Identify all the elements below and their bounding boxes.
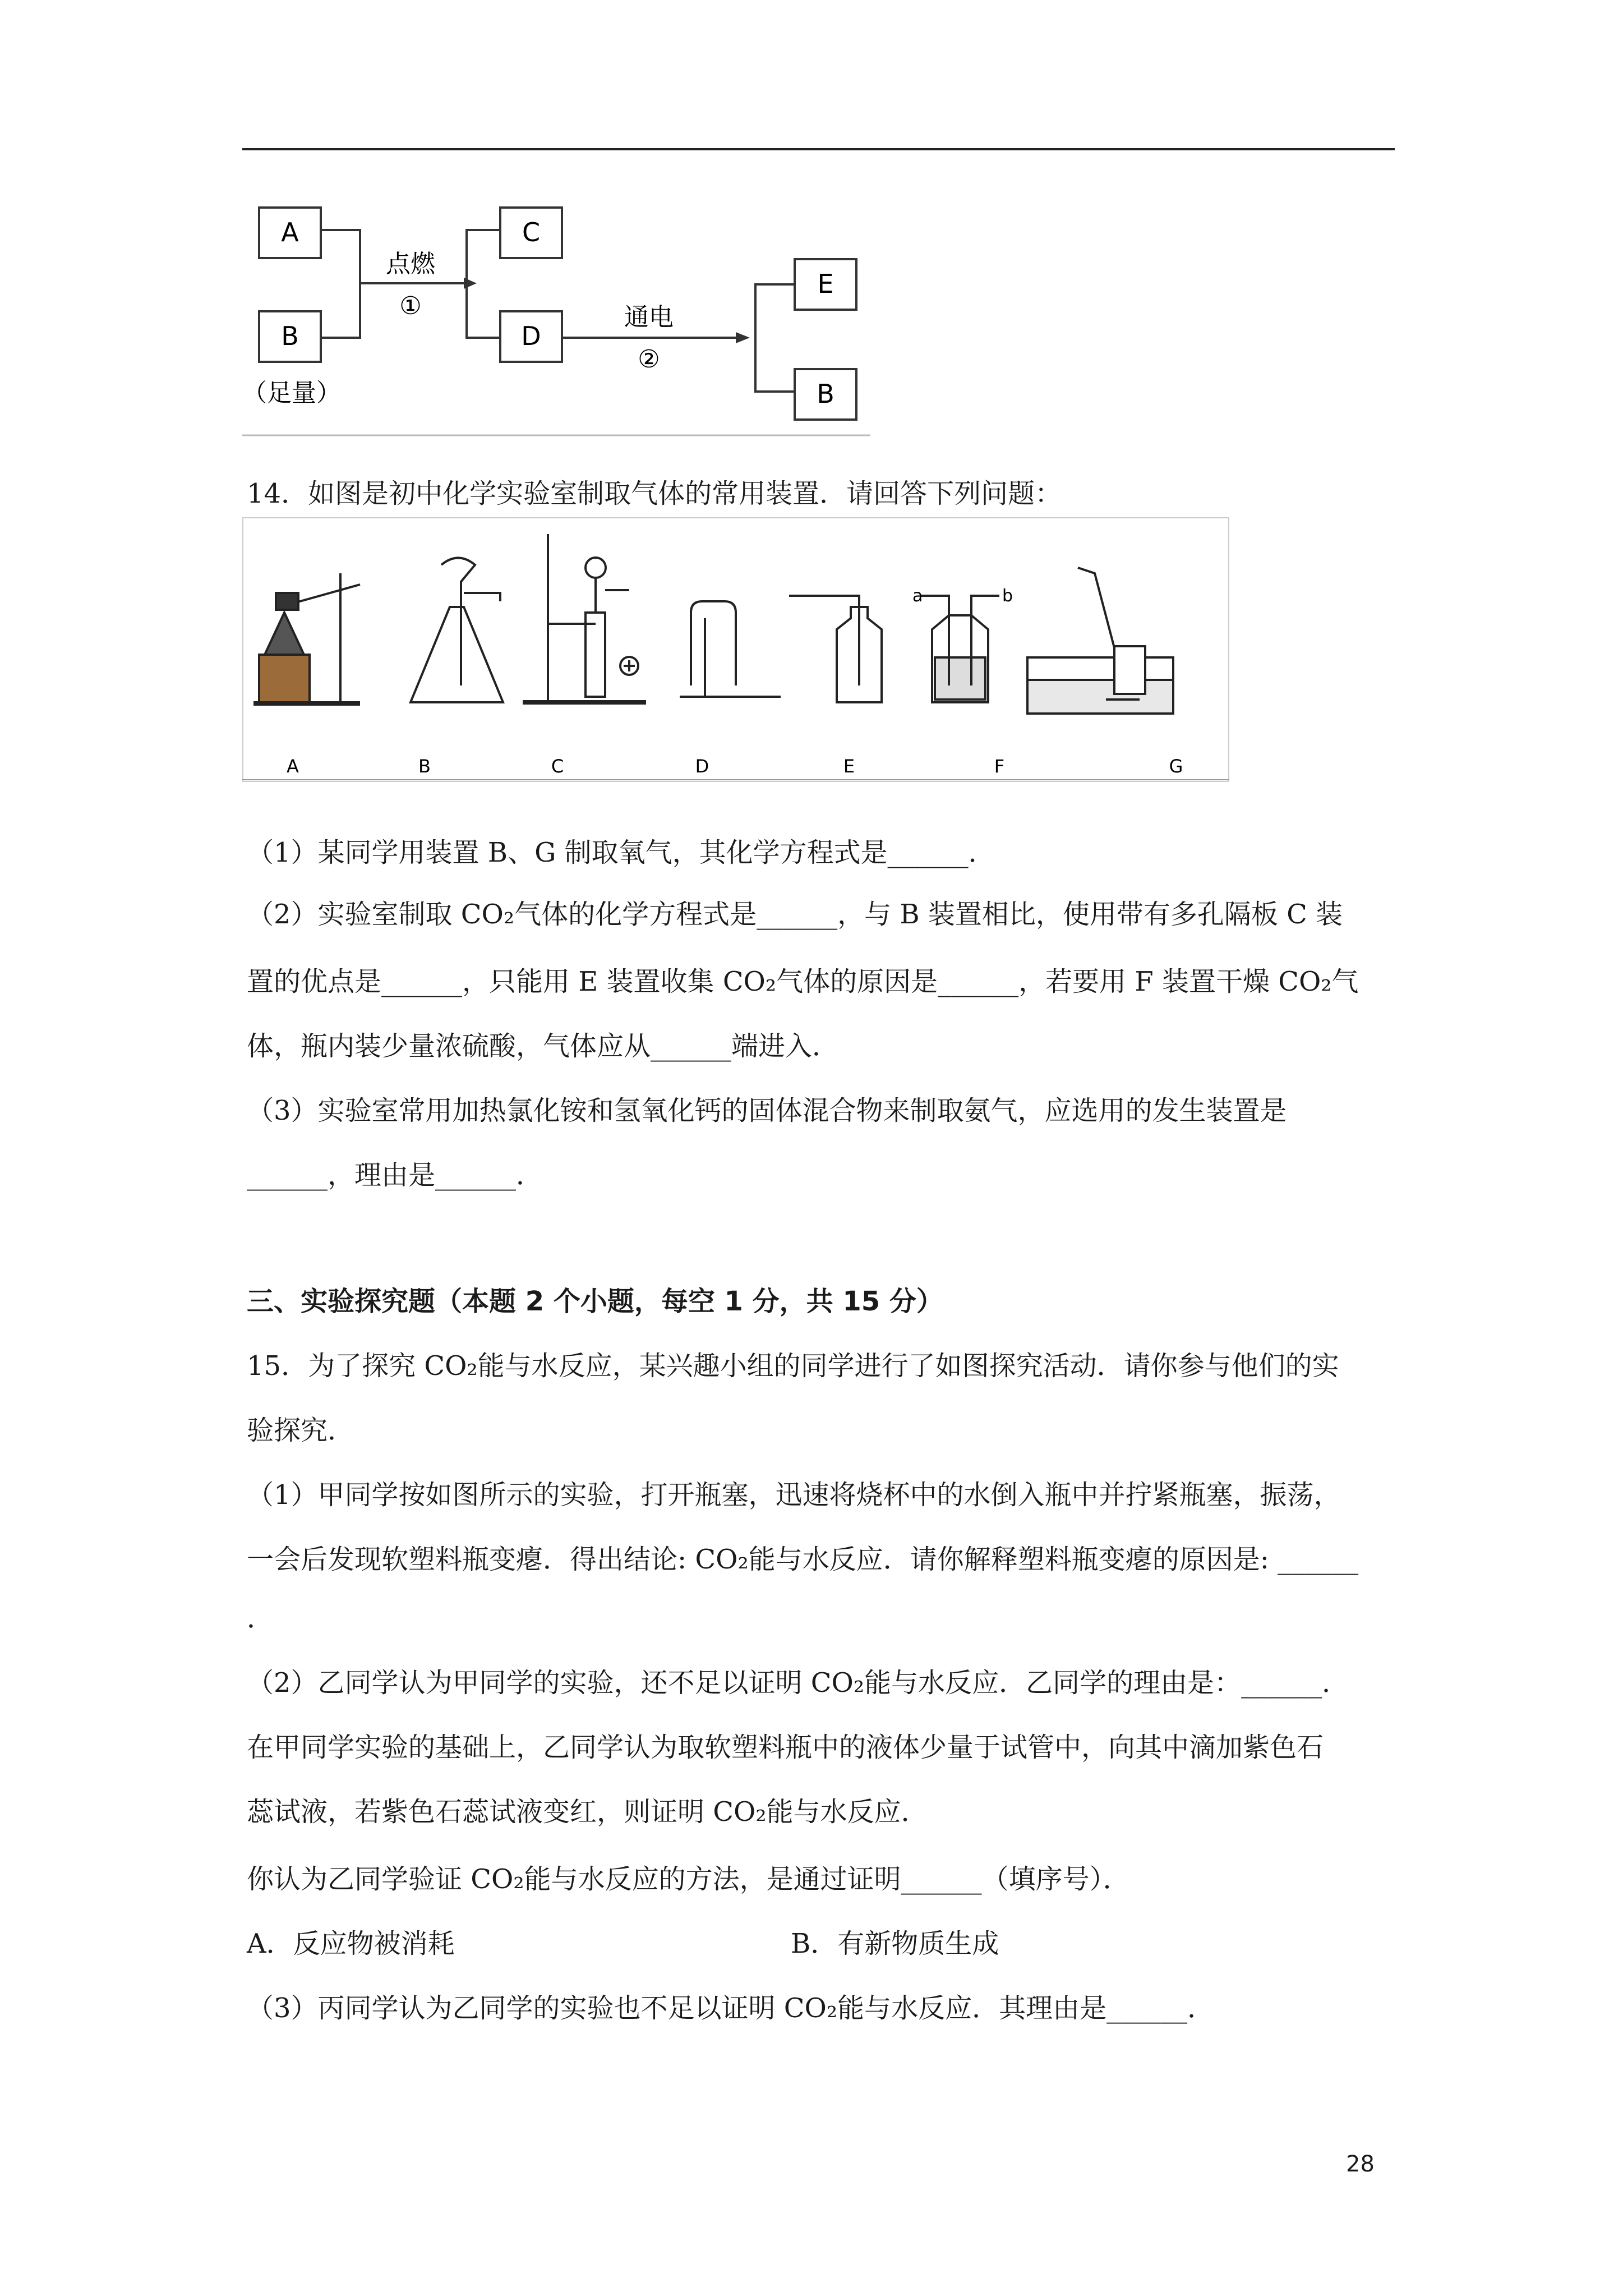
step2-number: ② <box>638 345 660 374</box>
node-e-label: E <box>817 269 834 299</box>
step1-number: ① <box>399 292 422 320</box>
apparatus-c <box>523 534 646 702</box>
q14-line-5: （3）实验室常用加热氯化铵和氢氧化钙的固体混合物来制取氨气，应选用的发生装置是 <box>247 1095 1287 1126</box>
port-b: b <box>1002 586 1013 606</box>
apparatus-label-g: G <box>1169 756 1183 777</box>
apparatus-a <box>253 573 360 703</box>
q15-option-b: B．有新物质生成 <box>791 1928 999 1959</box>
q15-line-2: 验探究． <box>247 1415 355 1446</box>
q15-line-9: 你认为乙同学验证 CO₂能与水反应的方法，是通过证明______（填序号）． <box>247 1864 1130 1895</box>
node-a-label: A <box>281 217 299 247</box>
q14-line-3: 置的优点是______，只能用 E 装置收集 CO₂气体的原因是______，若要用 F 装置干燥 CO₂气 <box>247 966 1359 997</box>
arrow-1-head <box>464 278 477 289</box>
port-a: a <box>912 586 923 606</box>
apparatus-label-b: B <box>418 756 431 777</box>
apparatus-b <box>411 558 503 703</box>
node-b-label: B <box>281 321 299 351</box>
q15-line-7: 在甲同学实验的基础上，乙同学认为取软塑料瓶中的液体少量于试管中，向其中滴加紫色石 <box>247 1732 1324 1763</box>
apparatus-label-a: A <box>287 756 299 777</box>
node-d-label: D <box>521 321 541 351</box>
q15-last-line: （3）丙同学认为乙同学的实验也不足以证明 CO₂能与水反应．其理由是______． <box>247 1993 1215 2024</box>
q15-line-8: 蕊试液，若紫色石蕊试液变红，则证明 CO₂能与水反应． <box>247 1796 928 1828</box>
b-note: （足量） <box>242 379 341 407</box>
q14-line-1: （1）某同学用装置 B、G 制取氧气，其化学方程式是______． <box>247 837 995 868</box>
step2-label: 通电 <box>624 303 674 332</box>
q15-line-4: 一会后发现软塑料瓶变瘪．得出结论: CO₂能与水反应．请你解释塑料瓶变瘪的原因是: ______ <box>247 1544 1359 1575</box>
q14-line-4: 体，瓶内装少量浓硫酸，气体应从______端进入． <box>247 1030 840 1062</box>
node-b2-label: B <box>817 379 834 409</box>
lab-apparatus-figure <box>242 517 1229 786</box>
page-number: 28 <box>1346 2151 1375 2177</box>
apparatus-label-c: C <box>551 756 564 777</box>
q14-stem: 14．如图是初中化学实验室制取气体的常用装置．请回答下列问题： <box>247 478 1062 509</box>
node-c-label: C <box>522 217 541 247</box>
q15-line-1: 15．为了探究 CO₂能与水反应，某兴趣小组的同学进行了如图探究活动．请你参与他们的实 <box>247 1350 1339 1382</box>
reaction-flow-diagram <box>242 191 870 438</box>
apparatus-g <box>1027 568 1173 714</box>
apparatus-label-e: E <box>843 756 855 777</box>
apparatus-label-f: F <box>994 756 1005 777</box>
arrow-2-head <box>736 332 750 343</box>
section3-heading: 三、实验探究题（本题 2 个小题，每空 1 分，共 15 分） <box>247 1286 943 1317</box>
header-rule <box>242 148 1395 150</box>
step1-label: 点燃 <box>386 250 435 278</box>
apparatus-e <box>789 596 882 702</box>
apparatus-label-d: D <box>695 756 709 777</box>
q15-line-5: ． <box>247 1603 274 1634</box>
q15-line-6: （2）乙同学认为甲同学的实验，还不足以证明 CO₂能与水反应．乙同学的理由是：______． <box>247 1667 1349 1699</box>
q15-option-a: A．反应物被消耗 <box>247 1928 455 1959</box>
q15-line-3: （1）甲同学按如图所示的实验，打开瓶塞，迅速将烧杯中的水倒入瓶中并拧紧瓶塞，振荡， <box>247 1479 1341 1511</box>
q14-line-6: ______，理由是______． <box>247 1159 543 1191</box>
apparatus-f <box>921 596 999 702</box>
q14-line-2: （2）实验室制取 CO₂气体的化学方程式是______，与 B 装置相比，使用带有多孔隔板 C 装 <box>247 899 1343 930</box>
apparatus-d <box>680 601 781 697</box>
